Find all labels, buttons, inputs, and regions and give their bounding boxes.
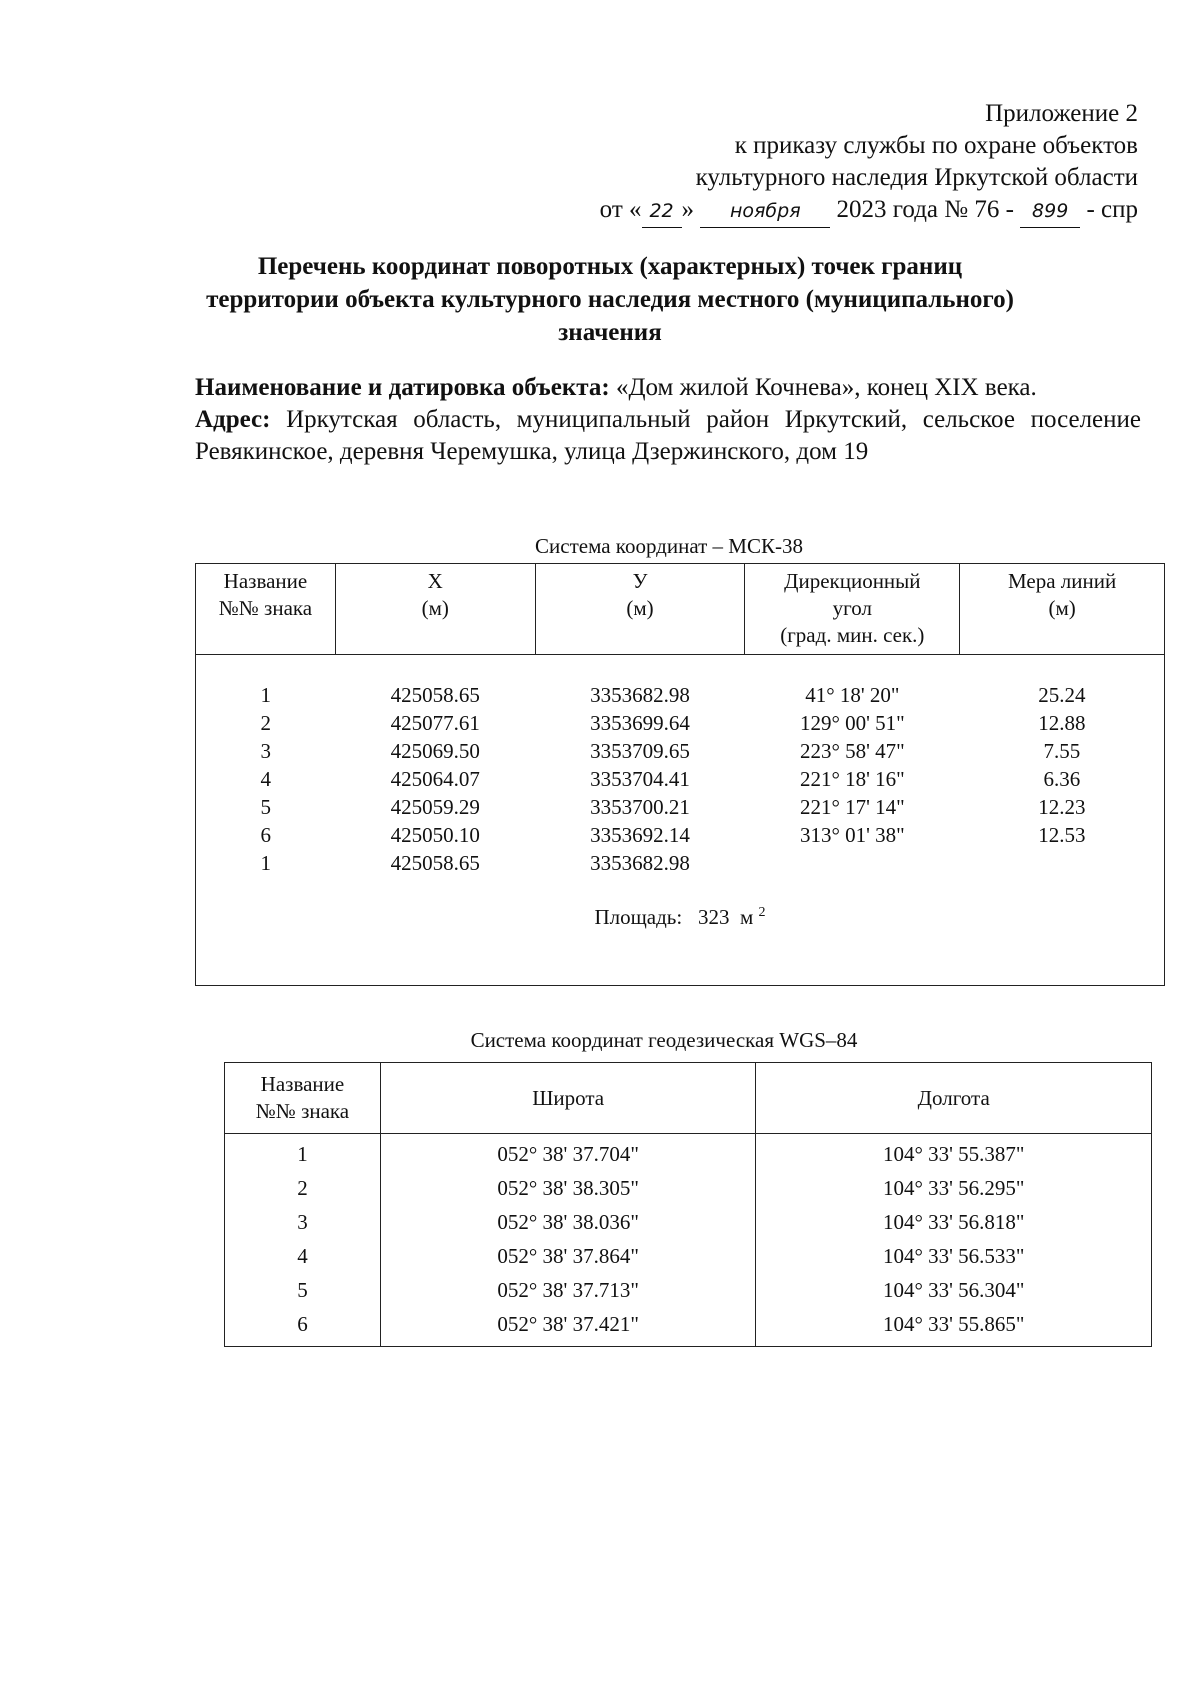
wgs-col-point-l1: Название — [260, 1072, 345, 1096]
msk-cell-length — [960, 849, 1165, 877]
wgs-header-row — [225, 1063, 1152, 1134]
area-label: Площадь: — [594, 905, 683, 929]
msk-col-length-l1: Мера линий — [1008, 569, 1117, 593]
msk-cell-point: 6 — [260, 823, 271, 847]
area-cell — [196, 877, 1165, 986]
msk-col-point-l1: Название — [223, 569, 308, 593]
wgs-cell-point: 3 — [225, 1205, 381, 1239]
msk-cell-point: 3 — [260, 739, 271, 763]
msk-cell-y: 3353682.98 — [590, 851, 690, 875]
wgs-cell-lon: 104° 33' 56.295" — [756, 1171, 1152, 1205]
msk-col-point-l2: №№ знака — [218, 596, 313, 620]
wgs-coordinates-table — [224, 1062, 1152, 1347]
title-line-2: территории объекта культурного наследия местного (муниципального) — [206, 286, 1014, 313]
wgs-body — [225, 1134, 1152, 1347]
msk-cell-point: 5 — [260, 795, 271, 819]
wgs-cell-point: 4 — [225, 1239, 381, 1273]
wgs-cell-lat: 052° 38' 38.305" — [380, 1171, 756, 1205]
msk-col-length — [960, 564, 1165, 655]
wgs-cell-point: 2 — [225, 1171, 381, 1205]
wgs-col-lon: Долгота — [756, 1063, 1152, 1134]
msk-cell-point: 1 — [260, 683, 271, 707]
wgs-cell-point: 6 — [225, 1307, 381, 1347]
msk-cell-point: 1 — [260, 851, 271, 875]
object-address-value: Иркутская область, муниципальный район Иркутский, сельское поселение Ревякинское, деревня Черемушка, улица Дзержинского, дом 19 — [195, 406, 1141, 465]
msk-col-y-l2: (м) — [626, 596, 654, 620]
msk-cell-x: 425064.07 — [390, 767, 480, 791]
msk-area-row — [196, 877, 1165, 986]
msk-cell-length: 12.53 — [1038, 823, 1086, 847]
msk-col-x — [335, 564, 535, 655]
msk-spacer-row — [196, 655, 1165, 682]
msk-cell-y: 3353699.64 — [590, 711, 690, 735]
order-line: к приказу службы по охране объектов — [734, 132, 1138, 159]
msk-cell-point: 4 — [260, 767, 271, 791]
wgs-cell-lat: 052° 38' 38.036" — [380, 1205, 756, 1239]
object-address — [195, 404, 1141, 468]
wgs-cell-lon: 104° 33' 56.533" — [756, 1239, 1152, 1273]
wgs-cell-point: 1 — [225, 1134, 381, 1172]
wgs-cell-lat: 052° 38' 37.864" — [380, 1239, 756, 1273]
area-unit: м — [739, 905, 754, 929]
wgs-col-lat: Широта — [380, 1063, 756, 1134]
msk-header-row — [196, 564, 1165, 655]
date-day-suffix: » — [681, 196, 695, 223]
msk-cell-x: 425058.65 — [390, 683, 480, 707]
wgs-cell-lon: 104° 33' 55.865" — [756, 1307, 1152, 1347]
handwritten-day: 22 — [642, 195, 682, 228]
msk-col-x-l1: X — [427, 569, 443, 593]
wgs-cell-lon: 104° 33' 56.818" — [756, 1205, 1152, 1239]
table-row — [196, 849, 1165, 877]
table-row — [196, 793, 1165, 821]
table-row — [225, 1171, 1152, 1205]
msk-col-angle — [745, 564, 960, 655]
wgs-cell-lat: 052° 38' 37.713" — [380, 1273, 756, 1307]
msk-col-point — [196, 564, 336, 655]
msk-cell-angle — [745, 849, 960, 877]
msk-cell-length: 25.24 — [1038, 683, 1086, 707]
table-row — [225, 1134, 1152, 1172]
msk-cell-length: 12.23 — [1038, 795, 1086, 819]
table-row — [196, 709, 1165, 737]
table-row — [225, 1307, 1152, 1347]
msk-col-angle-l2: угол — [832, 596, 872, 620]
handwritten-number: 899 — [1020, 195, 1080, 228]
msk-cell-x: 425050.10 — [390, 823, 480, 847]
msk-caption: Система координат – МСК-38 — [535, 534, 803, 558]
msk-cell-angle: 313° 01' 38" — [799, 823, 905, 847]
object-address-label: Адрес: — [195, 406, 271, 433]
date-prefix: от « — [599, 196, 642, 223]
appendix-header — [518, 98, 1138, 228]
msk-col-length-l2: (м) — [1048, 596, 1076, 620]
wgs-cell-lat: 052° 38' 37.421" — [380, 1307, 756, 1347]
table-row — [225, 1239, 1152, 1273]
msk-cell-length: 12.88 — [1038, 711, 1086, 735]
msk-cell-length: 7.55 — [1043, 739, 1081, 763]
msk-cell-angle: 223° 58' 47" — [799, 739, 905, 763]
wgs-cell-lat: 052° 38' 37.704" — [380, 1134, 756, 1172]
msk-cell-y: 3353700.21 — [590, 795, 690, 819]
document-title — [190, 250, 1030, 349]
msk-cell-angle: 129° 00' 51" — [799, 711, 905, 735]
area-value: 323 — [697, 905, 730, 929]
table-row — [225, 1273, 1152, 1307]
object-name — [195, 372, 1141, 404]
wgs-cell-lon: 104° 33' 55.387" — [756, 1134, 1152, 1172]
order-date-line — [518, 194, 1138, 228]
msk-cell-length: 6.36 — [1043, 767, 1081, 791]
msk-cell-y: 3353682.98 — [590, 683, 690, 707]
msk-cell-x: 425058.65 — [390, 851, 480, 875]
msk-col-y-l1: У — [632, 569, 648, 593]
wgs-cell-lon: 104° 33' 56.304" — [756, 1273, 1152, 1307]
table-row — [196, 821, 1165, 849]
msk-cell-x: 425069.50 — [390, 739, 480, 763]
msk-col-y — [535, 564, 745, 655]
msk-cell-y: 3353704.41 — [590, 767, 690, 791]
number-suffix: - спр — [1086, 196, 1138, 223]
table-row — [196, 765, 1165, 793]
msk-col-x-l2: (м) — [421, 596, 449, 620]
wgs-col-point-l2: №№ знака — [255, 1099, 350, 1123]
msk-body — [196, 655, 1165, 986]
msk-cell-angle: 41° 18' 20" — [805, 683, 900, 707]
msk-cell-y: 3353692.14 — [590, 823, 690, 847]
msk-col-angle-l3: (град. мин. сек.) — [780, 623, 925, 647]
table-row — [196, 681, 1165, 709]
msk-coordinates-table — [195, 563, 1165, 986]
msk-col-angle-l1: Дирекционный — [784, 569, 921, 593]
area-exponent: 2 — [758, 905, 766, 920]
msk-cell-point: 2 — [260, 711, 271, 735]
wgs-col-point — [225, 1063, 381, 1134]
agency-line: культурного наследия Иркутской области — [695, 164, 1138, 191]
msk-cell-angle: 221° 18' 16" — [799, 767, 905, 791]
msk-cell-x: 425059.29 — [390, 795, 480, 819]
wgs-cell-point: 5 — [225, 1273, 381, 1307]
wgs-caption: Система координат геодезическая WGS–84 — [470, 1028, 858, 1052]
title-line-3: значения — [558, 319, 662, 346]
object-info — [195, 372, 1141, 468]
object-name-label: Наименование и датировка объекта: — [195, 374, 610, 401]
object-name-value: «Дом жилой Кочнева», конец XIX века. — [615, 374, 1037, 401]
handwritten-month: ноября — [700, 195, 830, 228]
title-line-1: Перечень координат поворотных (характерных) точек границ — [257, 253, 963, 280]
msk-cell-y: 3353709.65 — [590, 739, 690, 763]
appendix-label: Приложение 2 — [985, 100, 1138, 127]
msk-cell-x: 425077.61 — [390, 711, 480, 735]
table-row — [225, 1205, 1152, 1239]
msk-spacer-cell — [196, 655, 1165, 682]
msk-cell-angle: 221° 17' 14" — [799, 795, 905, 819]
year-text: 2023 года № 76 - — [836, 196, 1014, 223]
table-row — [196, 737, 1165, 765]
